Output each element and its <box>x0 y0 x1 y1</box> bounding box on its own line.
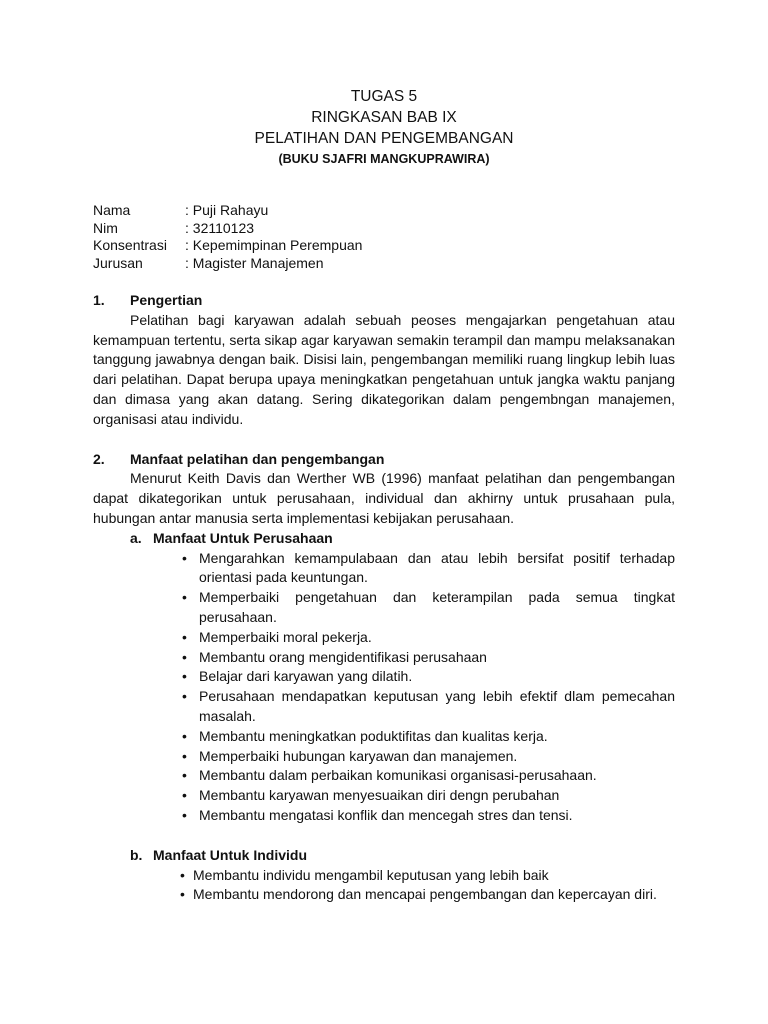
bullet-icon: • <box>182 727 187 744</box>
info-key: Nama <box>93 202 131 218</box>
bullet-icon: • <box>182 648 187 665</box>
doc-title-line1: TUGAS 5 <box>350 88 418 105</box>
bullet-icon: • <box>180 886 185 903</box>
list-item-text: Belajar dari karyawan yang dilatih. <box>199 668 413 685</box>
bullet-icon: • <box>182 589 187 606</box>
subsection-title: Manfaat Untuk Perusahaan <box>153 529 333 546</box>
list-item <box>182 727 675 747</box>
subsection-letter: b. <box>130 846 143 863</box>
list-item-text: Membantu mendorong dan mencapai pengembangan dan kepercayan diri. <box>193 886 657 903</box>
info-key: Jurusan <box>93 254 143 271</box>
info-value: : Magister Manajemen <box>185 254 324 271</box>
doc-subtitle: (BUKU SJAFRI MANGKUPRAWIRA) <box>278 152 490 166</box>
bullet-icon: • <box>182 688 187 705</box>
info-row-nim <box>93 220 675 238</box>
bullet-icon: • <box>182 628 187 645</box>
subsection-title: Manfaat Untuk Individu <box>153 846 307 863</box>
subsection-letter: a. <box>130 529 142 546</box>
list-item <box>182 747 675 767</box>
bullet-icon: • <box>182 549 187 566</box>
list-item-text: Membantu meningkatkan poduktifitas dan kualitas kerja. <box>199 727 548 744</box>
section-title: Manfaat pelatihan dan pengembangan <box>130 450 385 467</box>
section-title: Pengertian <box>130 292 203 308</box>
section-1-heading <box>93 291 675 311</box>
info-value: : Kepemimpinan Perempuan <box>185 237 363 253</box>
list-item <box>182 667 675 687</box>
list-item <box>182 687 675 727</box>
list-item <box>182 549 675 589</box>
info-row-nama <box>93 202 675 220</box>
student-info <box>93 202 675 272</box>
list-item-text: Membantu individu mengambil keputusan yang lebih baik <box>193 866 549 883</box>
list-item <box>182 628 675 648</box>
list-item-text: Memperbaiki moral pekerja. <box>199 628 372 645</box>
section-number: 1. <box>93 292 105 308</box>
list-item <box>180 866 675 886</box>
bullet-icon: • <box>182 767 187 784</box>
section-2-paragraph: Menurut Keith Davis dan Werther WB (1996) manfaat pelatihan dan pengembangan dapat dikategorikan untuk perusahaan, individual dan akhirny untuk prusahaan pula, hubungan antar manusia serta implementasi kebijakan perusahaan. <box>93 470 675 526</box>
list-item-text: Memperbaiki pengetahuan dan keterampilan pada semua tingkat perusahaan. <box>199 589 675 625</box>
doc-title-line3: PELATIHAN DAN PENGEMBANGAN <box>254 130 514 147</box>
list-item <box>182 786 675 806</box>
list-item <box>180 885 675 905</box>
list-item <box>182 806 675 826</box>
list-item-text: Membantu karyawan menyesuaikan diri dengn perubahan <box>199 787 560 804</box>
info-row-jurusan <box>93 255 675 273</box>
bullet-icon: • <box>182 787 187 804</box>
list-item <box>182 588 675 628</box>
list-item-text: Membantu mengatasi konflik dan mencegah stres dan tensi. <box>199 806 573 823</box>
section-1-paragraph: Pelatihan bagi karyawan adalah sebuah peoses mengajarkan pengetahuan atau kemampuan tertentu, serta sikap agar karyawan semakin terampil dan mampu melaksanakan tanggung jawabnya dengan baik. Disisi lain, pengembangan memiliki ruang lingkup lebih luas dari pelatihan. Dapat berupa upaya meningkatkan pengetahuan untuk jangka waktu panjang dan dimasa yang akan datang. Sering dikategorikan dalam pengembngan manajemen, organisasi atau individu. <box>93 311 675 427</box>
info-key: Konsentrasi <box>93 237 167 253</box>
bullet-icon: • <box>182 747 187 764</box>
info-key: Nim <box>93 219 118 236</box>
info-row-konsentrasi <box>93 237 675 255</box>
document-page <box>93 86 675 905</box>
doc-title-line2: RINGKASAN BAB IX <box>311 109 457 126</box>
bullet-icon: • <box>182 668 187 685</box>
bullet-icon: • <box>180 866 185 883</box>
list-item <box>182 766 675 786</box>
list-item-text: Membantu orang mengidentifikasi perusahaan <box>199 648 487 665</box>
info-value: : Puji Rahayu <box>185 202 269 218</box>
benefits-company-list <box>93 549 675 826</box>
list-item-text: Perusahaan mendapatkan keputusan yang lebih efektif dlam pemecahan masalah. <box>199 688 675 724</box>
bullet-icon: • <box>182 806 187 823</box>
section-number: 2. <box>93 450 105 467</box>
info-value: : 32110123 <box>185 219 255 236</box>
subsection-a-heading <box>130 529 675 549</box>
list-item-text: Mengarahkan kemampulabaan dan atau lebih bersifat positif terhadap orientasi pada keuntungan. <box>199 549 675 586</box>
benefits-individual-list <box>93 866 675 906</box>
section-2-heading <box>93 450 675 470</box>
list-item <box>182 648 675 668</box>
list-item-text: Membantu dalam perbaikan komunikasi organisasi-perusahaan. <box>199 767 597 784</box>
subsection-b-heading <box>130 846 675 866</box>
list-item-text: Memperbaiki hubungan karyawan dan manajemen. <box>199 747 518 764</box>
